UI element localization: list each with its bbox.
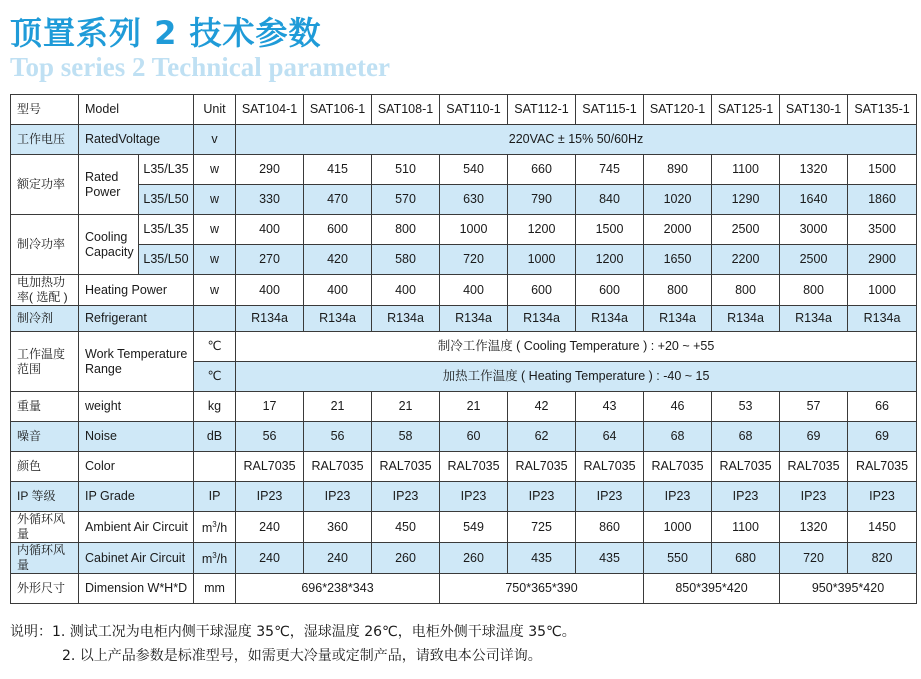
color-value: RAL7035 — [236, 452, 304, 482]
ip-value: IP23 — [780, 482, 848, 512]
row-label-cn: 重量 — [11, 392, 79, 422]
row-label-en: IP Grade — [79, 482, 194, 512]
heating-value: 400 — [236, 275, 304, 306]
weight-value: 21 — [440, 392, 508, 422]
dimension-value: 950*395*420 — [780, 574, 917, 604]
weight-value: 42 — [508, 392, 576, 422]
row-label-en: Cabinet Air Circuit — [79, 543, 194, 574]
unit-cell: kg — [194, 392, 236, 422]
noise-value: 56 — [236, 422, 304, 452]
refrigerant-value: R134a — [440, 306, 508, 332]
unit-cell: ℃ — [194, 362, 236, 392]
ip-value: IP23 — [372, 482, 440, 512]
color-value: RAL7035 — [372, 452, 440, 482]
cooling-value: 2200 — [712, 245, 780, 275]
row-label-en: Rated Power — [79, 155, 139, 215]
row-label-cn: 外循环风量 — [11, 512, 79, 543]
ip-value: IP23 — [848, 482, 917, 512]
weight-value: 43 — [576, 392, 644, 422]
row-label-cn: 颜色 — [11, 452, 79, 482]
refrigerant-value: R134a — [236, 306, 304, 332]
rated-power-value: 570 — [372, 185, 440, 215]
row-label-en: Dimension W*H*D — [79, 574, 194, 604]
cabinet-value: 435 — [576, 543, 644, 574]
color-value: RAL7035 — [848, 452, 917, 482]
rated-power-value: 1860 — [848, 185, 917, 215]
dimension-row — [11, 574, 917, 604]
unit-cell: dB — [194, 422, 236, 452]
cooling-value: 1000 — [440, 215, 508, 245]
heating-value: 800 — [712, 275, 780, 306]
row-label-en: Ambient Air Circuit — [79, 512, 194, 543]
row-label-en: Refrigerant — [79, 306, 194, 332]
noise-value: 69 — [780, 422, 848, 452]
row-label-en: Heating Power — [79, 275, 194, 306]
color-value: RAL7035 — [712, 452, 780, 482]
refrigerant-value: R134a — [644, 306, 712, 332]
voltage-row — [11, 125, 917, 155]
row-label-cn: 内循环风量 — [11, 543, 79, 574]
ip-value: IP23 — [576, 482, 644, 512]
heating-row — [11, 275, 917, 306]
unit-cell: w — [194, 155, 236, 185]
cooling-value: 420 — [304, 245, 372, 275]
weight-value: 21 — [372, 392, 440, 422]
dimension-value: 750*365*390 — [440, 574, 644, 604]
model-header: SAT120-1 — [644, 95, 712, 125]
color-value: RAL7035 — [304, 452, 372, 482]
ambient-value: 860 — [576, 512, 644, 543]
rated-power-value: 330 — [236, 185, 304, 215]
condition-cell: L35/L50 — [139, 185, 194, 215]
page-subtitle: Top series 2 Technical parameter — [10, 52, 390, 82]
model-header: SAT130-1 — [780, 95, 848, 125]
condition-cell: L35/L35 — [139, 155, 194, 185]
cooling-value: 2500 — [712, 215, 780, 245]
heating-value: 1000 — [848, 275, 917, 306]
model-header: SAT115-1 — [576, 95, 644, 125]
ip-value: IP23 — [236, 482, 304, 512]
model-header: SAT110-1 — [440, 95, 508, 125]
noise-value: 58 — [372, 422, 440, 452]
cabinet-value: 240 — [304, 543, 372, 574]
heating-value: 400 — [440, 275, 508, 306]
color-value: RAL7035 — [440, 452, 508, 482]
voltage-value: 220VAC ± 15% 50/60Hz — [236, 125, 917, 155]
cabinet-value: 260 — [372, 543, 440, 574]
noise-value: 62 — [508, 422, 576, 452]
model-header: SAT108-1 — [372, 95, 440, 125]
ip-value: IP23 — [644, 482, 712, 512]
color-value: RAL7035 — [508, 452, 576, 482]
model-header: SAT106-1 — [304, 95, 372, 125]
cooling-value: 720 — [440, 245, 508, 275]
heating-value: 600 — [508, 275, 576, 306]
cooling-value: 2900 — [848, 245, 917, 275]
cooling-value: 1650 — [644, 245, 712, 275]
row-label-cn: 工作温度范围 — [11, 332, 79, 392]
rated-power-value: 1020 — [644, 185, 712, 215]
color-value: RAL7035 — [644, 452, 712, 482]
noise-value: 56 — [304, 422, 372, 452]
condition-cell: L35/L35 — [139, 215, 194, 245]
unit-cell: mm — [194, 574, 236, 604]
cooling-value: 3000 — [780, 215, 848, 245]
row-label-cn: 工作电压 — [11, 125, 79, 155]
color-row — [11, 452, 917, 482]
row-label-cn: IP 等级 — [11, 482, 79, 512]
noise-value: 68 — [644, 422, 712, 452]
unit-cell: IP — [194, 482, 236, 512]
row-label-en: Cooling Capacity — [79, 215, 139, 275]
row-label-en: RatedVoltage — [79, 125, 194, 155]
refrigerant-value: R134a — [848, 306, 917, 332]
ambient-row — [11, 512, 917, 543]
cabinet-value: 260 — [440, 543, 508, 574]
color-value: RAL7035 — [780, 452, 848, 482]
heating-value: 400 — [372, 275, 440, 306]
cabinet-value: 820 — [848, 543, 917, 574]
noise-value: 69 — [848, 422, 917, 452]
unit-cell — [194, 452, 236, 482]
unit-cell — [194, 543, 236, 574]
dimension-value: 850*395*420 — [644, 574, 780, 604]
unit-cell — [194, 512, 236, 543]
unit-cell: v — [194, 125, 236, 155]
notes — [10, 620, 576, 668]
cabinet-row — [11, 543, 917, 574]
rated-power-value: 1640 — [780, 185, 848, 215]
note-1: 说明：1. 测试工况为电柜内侧干球湿度 35℃，湿球温度 26℃，电柜外侧干球温度 35℃。 — [10, 624, 576, 640]
cooling-row-2 — [11, 245, 917, 275]
cooling-value: 1500 — [576, 215, 644, 245]
ambient-value: 450 — [372, 512, 440, 543]
ip-value: IP23 — [304, 482, 372, 512]
rated-power-value: 1320 — [780, 155, 848, 185]
row-label-cn: 制冷功率 — [11, 215, 79, 275]
refrigerant-value: R134a — [508, 306, 576, 332]
unit-part: /h — [216, 552, 228, 567]
header-en: Model — [79, 95, 194, 125]
rated-power-value: 630 — [440, 185, 508, 215]
row-label-en: Color — [79, 452, 194, 482]
refrigerant-row — [11, 306, 917, 332]
weight-value: 21 — [304, 392, 372, 422]
rated-power-value: 540 — [440, 155, 508, 185]
row-label-en: Work Temperature Range — [79, 332, 194, 392]
rated-power-value: 1290 — [712, 185, 780, 215]
weight-value: 46 — [644, 392, 712, 422]
heating-value: 800 — [644, 275, 712, 306]
ip-value: IP23 — [712, 482, 780, 512]
model-header: SAT112-1 — [508, 95, 576, 125]
weight-value: 57 — [780, 392, 848, 422]
refrigerant-value: R134a — [576, 306, 644, 332]
cabinet-value: 435 — [508, 543, 576, 574]
cabinet-value: 720 — [780, 543, 848, 574]
cooling-value: 1200 — [576, 245, 644, 275]
unit-cell — [194, 306, 236, 332]
ambient-value: 240 — [236, 512, 304, 543]
ip-value: IP23 — [440, 482, 508, 512]
rated-power-value: 660 — [508, 155, 576, 185]
rated-power-value: 840 — [576, 185, 644, 215]
ip-value: IP23 — [508, 482, 576, 512]
rated-power-value: 1500 — [848, 155, 917, 185]
ambient-value: 1320 — [780, 512, 848, 543]
unit-part: m — [201, 552, 213, 567]
cabinet-value: 680 — [712, 543, 780, 574]
dimension-value: 696*238*343 — [236, 574, 440, 604]
rated-power-value: 510 — [372, 155, 440, 185]
unit-part: /h — [216, 521, 228, 536]
heating-temp-value: 加热工作温度 ( Heating Temperature ) : -40 ~ 15 — [236, 362, 917, 392]
weight-value: 66 — [848, 392, 917, 422]
ambient-value: 1450 — [848, 512, 917, 543]
weight-value: 53 — [712, 392, 780, 422]
unit-cell: w — [194, 215, 236, 245]
ambient-value: 725 — [508, 512, 576, 543]
row-label-cn: 电加热功率( 选配 ) — [11, 275, 79, 306]
refrigerant-value: R134a — [372, 306, 440, 332]
weight-value: 17 — [236, 392, 304, 422]
ambient-value: 360 — [304, 512, 372, 543]
rated-power-value: 290 — [236, 155, 304, 185]
ip-row — [11, 482, 917, 512]
cooling-value: 400 — [236, 215, 304, 245]
unit-cell: w — [194, 185, 236, 215]
unit-cell: ℃ — [194, 332, 236, 362]
rated-power-value: 790 — [508, 185, 576, 215]
cabinet-value: 240 — [236, 543, 304, 574]
cooling-value: 270 — [236, 245, 304, 275]
work-temp-row-1 — [11, 332, 917, 362]
cooling-value: 1000 — [508, 245, 576, 275]
weight-row — [11, 392, 917, 422]
rated-power-row-2 — [11, 185, 917, 215]
rated-power-value: 745 — [576, 155, 644, 185]
rated-power-value: 470 — [304, 185, 372, 215]
heating-value: 400 — [304, 275, 372, 306]
model-header: SAT125-1 — [712, 95, 780, 125]
noise-value: 68 — [712, 422, 780, 452]
row-label-cn: 额定功率 — [11, 155, 79, 215]
page-title: 顶置系列 2 技术参数 — [10, 14, 322, 52]
rated-power-value: 415 — [304, 155, 372, 185]
ambient-value: 549 — [440, 512, 508, 543]
cooling-value: 3500 — [848, 215, 917, 245]
row-label-cn: 噪音 — [11, 422, 79, 452]
cooling-value: 580 — [372, 245, 440, 275]
noise-row — [11, 422, 917, 452]
spec-table — [10, 94, 917, 604]
refrigerant-value: R134a — [304, 306, 372, 332]
row-label-cn: 制冷剂 — [11, 306, 79, 332]
rated-power-value: 1100 — [712, 155, 780, 185]
cooling-temp-value: 制冷工作温度 ( Cooling Temperature ) : +20 ~ +55 — [236, 332, 917, 362]
color-value: RAL7035 — [576, 452, 644, 482]
condition-cell: L35/L50 — [139, 245, 194, 275]
heating-value: 800 — [780, 275, 848, 306]
cooling-value: 1200 — [508, 215, 576, 245]
cooling-value: 800 — [372, 215, 440, 245]
row-label-en: Noise — [79, 422, 194, 452]
noise-value: 60 — [440, 422, 508, 452]
cooling-value: 600 — [304, 215, 372, 245]
refrigerant-value: R134a — [780, 306, 848, 332]
header-unit: Unit — [194, 95, 236, 125]
ambient-value: 1100 — [712, 512, 780, 543]
model-header: SAT135-1 — [848, 95, 917, 125]
rated-power-value: 890 — [644, 155, 712, 185]
unit-part: 3 — [212, 551, 217, 561]
unit-part: m — [201, 521, 213, 536]
row-label-cn: 外形尺寸 — [11, 574, 79, 604]
header-cn: 型号 — [11, 95, 79, 125]
cooling-row-1 — [11, 215, 917, 245]
cooling-value: 2500 — [780, 245, 848, 275]
note-2: 2. 以上产品参数是标准型号，如需更大冷量或定制产品，请致电本公司详询。 — [62, 648, 542, 664]
unit-part: 3 — [212, 520, 217, 530]
cooling-value: 2000 — [644, 215, 712, 245]
heating-value: 600 — [576, 275, 644, 306]
model-header: SAT104-1 — [236, 95, 304, 125]
rated-power-row-1 — [11, 155, 917, 185]
noise-value: 64 — [576, 422, 644, 452]
refrigerant-value: R134a — [712, 306, 780, 332]
header-row — [11, 95, 917, 125]
cabinet-value: 550 — [644, 543, 712, 574]
unit-cell: w — [194, 275, 236, 306]
ambient-value: 1000 — [644, 512, 712, 543]
unit-cell: w — [194, 245, 236, 275]
row-label-en: weight — [79, 392, 194, 422]
